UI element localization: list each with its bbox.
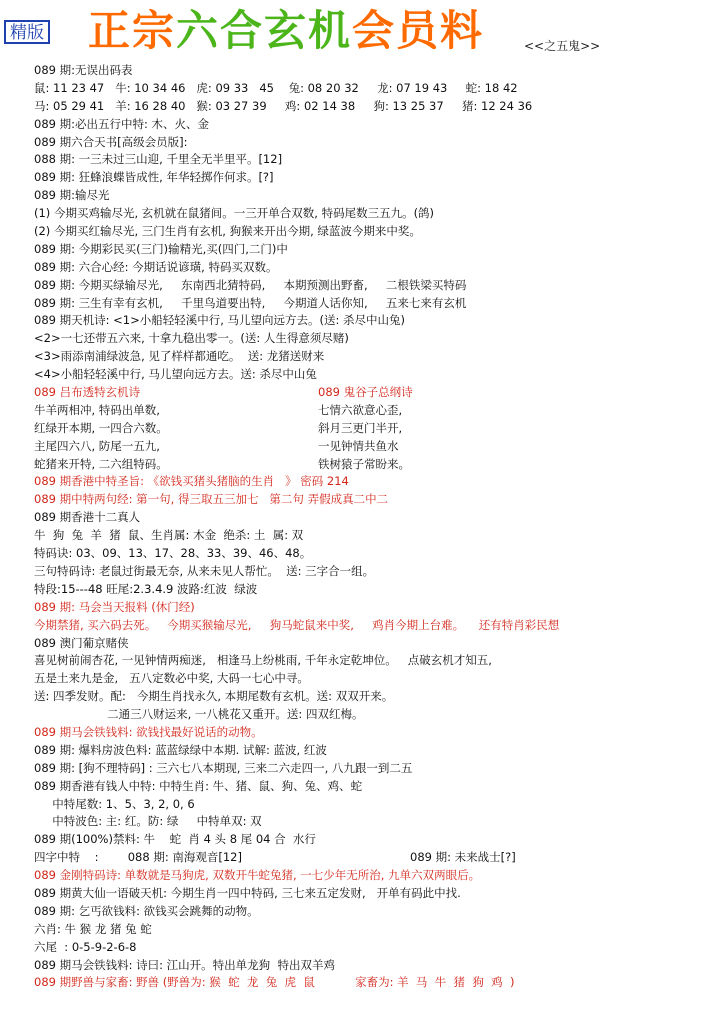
title-part: 六合 xyxy=(176,6,265,55)
text-line xyxy=(34,62,709,80)
title-part: 玄机 xyxy=(264,6,353,55)
edition-badge: 精版 xyxy=(4,20,50,44)
line-text: 089 期:输尽光 xyxy=(34,188,110,203)
line-text-right: 089 期: 未来战士[?] xyxy=(410,850,516,865)
title-part: 会员料 xyxy=(352,6,485,55)
line-text: 二通三八财运来, 一八桃花又重开。送: 四双红梅。 xyxy=(34,707,364,722)
text-line xyxy=(34,80,709,98)
line-text: 089 期六合天书[高级会员版]: xyxy=(34,134,188,149)
text-line xyxy=(34,491,709,509)
line-text: 089 期:无误出码表 xyxy=(34,63,133,77)
text-line xyxy=(34,509,709,527)
text-line xyxy=(34,438,709,456)
text-line xyxy=(34,885,709,903)
line-text: 今期禁猪, 买六码去死。 今期买猴输尽光, 狗马蛇鼠来中奖, 鸡肖今期上台难。 还有特肖彩民想 xyxy=(34,617,560,632)
line-text: 特段:15---48 旺尾:2.3.4.9 波路:红波 绿波 xyxy=(34,581,258,596)
text-line xyxy=(34,760,709,778)
line-text: 鼠: 11 23 47 牛: 10 34 46 虎: 09 33 45 兔: 08 20 32 龙: 07 19 43 蛇: 18 42 xyxy=(34,80,518,95)
line-text: 089 期野兽与家畜: 野兽 (野兽为: 猴 蛇 龙 兔 虎 鼠 家畜为: 羊 马 牛 猪 狗 鸡 ) xyxy=(34,975,515,990)
line-text: 五是土来九是金, 五八定数必中奖, 大码一七心中寻。 xyxy=(34,671,309,686)
line-text: 089 期: 今期买绿输尽光, 东南西北猜特码, 本期预测出野畜, 二根铁梁买特码 xyxy=(34,277,467,292)
line-text: 089 期: 三生有幸有玄机, 千里鸟道要出特, 今期道人话你知, 五来七来有玄机 xyxy=(34,295,467,310)
line-text: 089 期马会铁钱料: 诗曰: 江山开。特出单龙狗 特出双羊鸡 xyxy=(34,957,335,972)
text-line xyxy=(34,151,709,169)
line-text: 089 期马会铁钱料: 欲钱找最好说话的动物。 xyxy=(34,724,263,739)
line-text: 089 期中特两句经: 第一句, 得三取五三加七 第二句 弄假成真二中二 xyxy=(34,492,389,507)
text-line xyxy=(34,116,709,134)
text-line xyxy=(34,384,709,402)
text-line xyxy=(34,295,709,313)
text-line xyxy=(34,706,709,724)
title-part: 正宗 xyxy=(88,6,177,55)
line-text: 089 澳门葡京赌侠 xyxy=(34,635,129,650)
line-text: 089 吕布透特玄机诗 xyxy=(34,385,141,400)
line-text: (2) 今期买红输尽光, 三门生肖有玄机, 狗猴来开出今期, 绿蓝波今期来中奖。 xyxy=(34,224,421,239)
line-text: 089 期天机诗: <1>小船轻轻溪中行, 马儿望向远方去。(送: 杀尽中山兔) xyxy=(34,313,406,328)
text-line xyxy=(34,652,709,670)
line-text: <2>一七还带五六来, 十拿九稳出零一。(送: 人生得意须尽赌) xyxy=(34,331,349,346)
text-line xyxy=(34,599,709,617)
text-line xyxy=(34,939,709,957)
text-line xyxy=(34,348,709,366)
line-text: 主尾四六八, 防尾一五九, xyxy=(34,438,160,453)
text-line xyxy=(34,366,709,384)
line-text: 088 期: 一三未过三山迎, 千里全无半里平。[12] xyxy=(34,152,283,167)
text-line xyxy=(34,98,709,116)
content-list xyxy=(34,62,709,992)
line-text: 送: 四季发财。配: 今期生肖找永久, 本期尾数有玄机。送: 双双开来。 xyxy=(34,689,394,704)
text-line xyxy=(34,849,709,867)
line-text: 089 金刚特码诗: 单数就是马狗虎, 双数开牛蛇兔猪, 一七少年无所治, 九单六双两眼后。 xyxy=(34,868,481,883)
text-line xyxy=(34,456,709,474)
line-text: 牛 狗 兔 羊 猪 鼠、生肖属: 木金 绝杀: 土 属: 双 xyxy=(34,528,304,543)
line-text: 三句特码诗: 老鼠过街最无奈, 从来未见人帮忙。 送: 三字合一组。 xyxy=(34,563,375,578)
line-text: 马: 05 29 41 羊: 16 28 40 猴: 03 27 39 鸡: 02 14 38 狗: 13 25 37 猪: 12 24 36 xyxy=(34,98,533,113)
line-text: 特码诀: 03、09、13、17、28、33、39、46、48。 xyxy=(34,546,312,561)
text-line xyxy=(34,670,709,688)
line-text: 089 期香港中特圣旨: 《欲钱买猪头猪脑的生肖 》 密码 214 xyxy=(34,474,349,489)
text-line xyxy=(34,420,709,438)
page-subtitle: <<之五鬼>> xyxy=(524,39,601,53)
text-line xyxy=(34,957,709,975)
text-line xyxy=(34,312,709,330)
line-text: 中特尾数: 1、5、3, 2, 0, 6 xyxy=(34,796,195,811)
line-text-right: 089 鬼谷子总纲诗 xyxy=(318,385,413,400)
line-text: 089 期: 六合心经: 今期话说谚璜, 特码买双数。 xyxy=(34,259,278,274)
text-line xyxy=(34,796,709,814)
text-line xyxy=(34,402,709,420)
line-text: 中特波色: 主: 红。防: 绿 中特单双: 双 xyxy=(34,814,262,829)
text-line xyxy=(34,921,709,939)
text-line xyxy=(34,473,709,491)
text-line xyxy=(34,813,709,831)
line-text: 089 期: 今期彩民买(三门)输精光,买(四门,二门)中 xyxy=(34,241,288,256)
text-line xyxy=(34,169,709,187)
text-line xyxy=(34,277,709,295)
line-text: 089 期香港十二真人 xyxy=(34,510,141,525)
text-line xyxy=(34,563,709,581)
line-text: 牛羊两相冲, 特码出单数, xyxy=(34,402,160,417)
text-line xyxy=(34,581,709,599)
text-line xyxy=(34,330,709,348)
line-text: 089 期(100%)禁料: 牛 蛇 肖 4 头 8 尾 04 合 水行 xyxy=(34,832,316,847)
text-line xyxy=(34,527,709,545)
page-title xyxy=(88,6,484,56)
text-line xyxy=(34,742,709,760)
line-text: 红绿开本期, 一四合六数。 xyxy=(34,420,168,435)
text-line xyxy=(34,134,709,152)
text-line xyxy=(34,903,709,921)
text-line xyxy=(34,545,709,563)
line-text: 六肖: 牛 猴 龙 猪 兔 蛇 xyxy=(34,921,152,936)
line-text: 089 期黄大仙一语破天机: 今期生肖一四中特码, 三七来五定发财, 开单有码此中找. xyxy=(34,885,461,900)
text-line xyxy=(34,688,709,706)
line-text: (1) 今期买鸡输尽光, 玄机就在鼠猪间。一三开单合双数, 特码尾数三五九。(鸽) xyxy=(34,206,435,221)
line-text: 089 期: 爆料房波色料: 蓝蓝绿绿中本期. 试解: 蓝波, 红波 xyxy=(34,742,327,757)
line-text-right: 铁树猿子常盼来。 xyxy=(318,456,410,471)
line-text: 089 期香港有钱人中特: 中特生肖: 牛、猪、鼠、狗、兔、鸡、蛇 xyxy=(34,778,363,793)
line-text: 四字中特 : 088 期: 南海观音[12] xyxy=(34,850,242,865)
line-text: <3>雨添南浦绿波急, 见了样样都通吃。 送: 龙猪送财来 xyxy=(34,349,325,364)
line-text: 089 期: 马会当天报料 (休门经) xyxy=(34,599,195,614)
text-line xyxy=(34,867,709,885)
text-line xyxy=(34,617,709,635)
text-line xyxy=(34,974,709,992)
line-text-right: 七情六欲意心歪, xyxy=(318,402,403,417)
line-text-right: 一见钟情共鱼水 xyxy=(318,438,399,453)
line-text: 089 期: 狂蜂浪蝶皆成性, 年华轻掷作何求。[?] xyxy=(34,170,274,185)
line-text: 蛇猪来开特, 二六组特码。 xyxy=(34,456,168,471)
text-line xyxy=(34,831,709,849)
text-line xyxy=(34,259,709,277)
line-text: 喜见树前闹杏花, 一见钟情两痴迷, 相逢马上纷桃雨, 千年永定乾坤位。 点破玄机才知五, xyxy=(34,653,492,668)
line-text: 089 期:必出五行中特: 木、火、金 xyxy=(34,116,210,131)
line-text: 089 期: [狗不理特码] : 三六七八本期现, 三来二六走四一, 八九跟一到二五 xyxy=(34,760,413,775)
line-text: <4>小船轻轻溪中行, 马儿望向远方去。送: 杀尽中山兔 xyxy=(34,367,317,382)
text-line xyxy=(34,241,709,259)
text-line xyxy=(34,778,709,796)
line-text-right: 斜月三更门半开, xyxy=(318,420,403,435)
text-line xyxy=(34,187,709,205)
line-text: 089 期: 乞丐欲钱料: 欲钱买会跳舞的动物。 xyxy=(34,903,259,918)
text-line xyxy=(34,205,709,223)
text-line xyxy=(34,223,709,241)
text-line xyxy=(34,635,709,653)
text-line xyxy=(34,724,709,742)
line-text: 六尾 : 0-5-9-2-6-8 xyxy=(34,939,137,954)
